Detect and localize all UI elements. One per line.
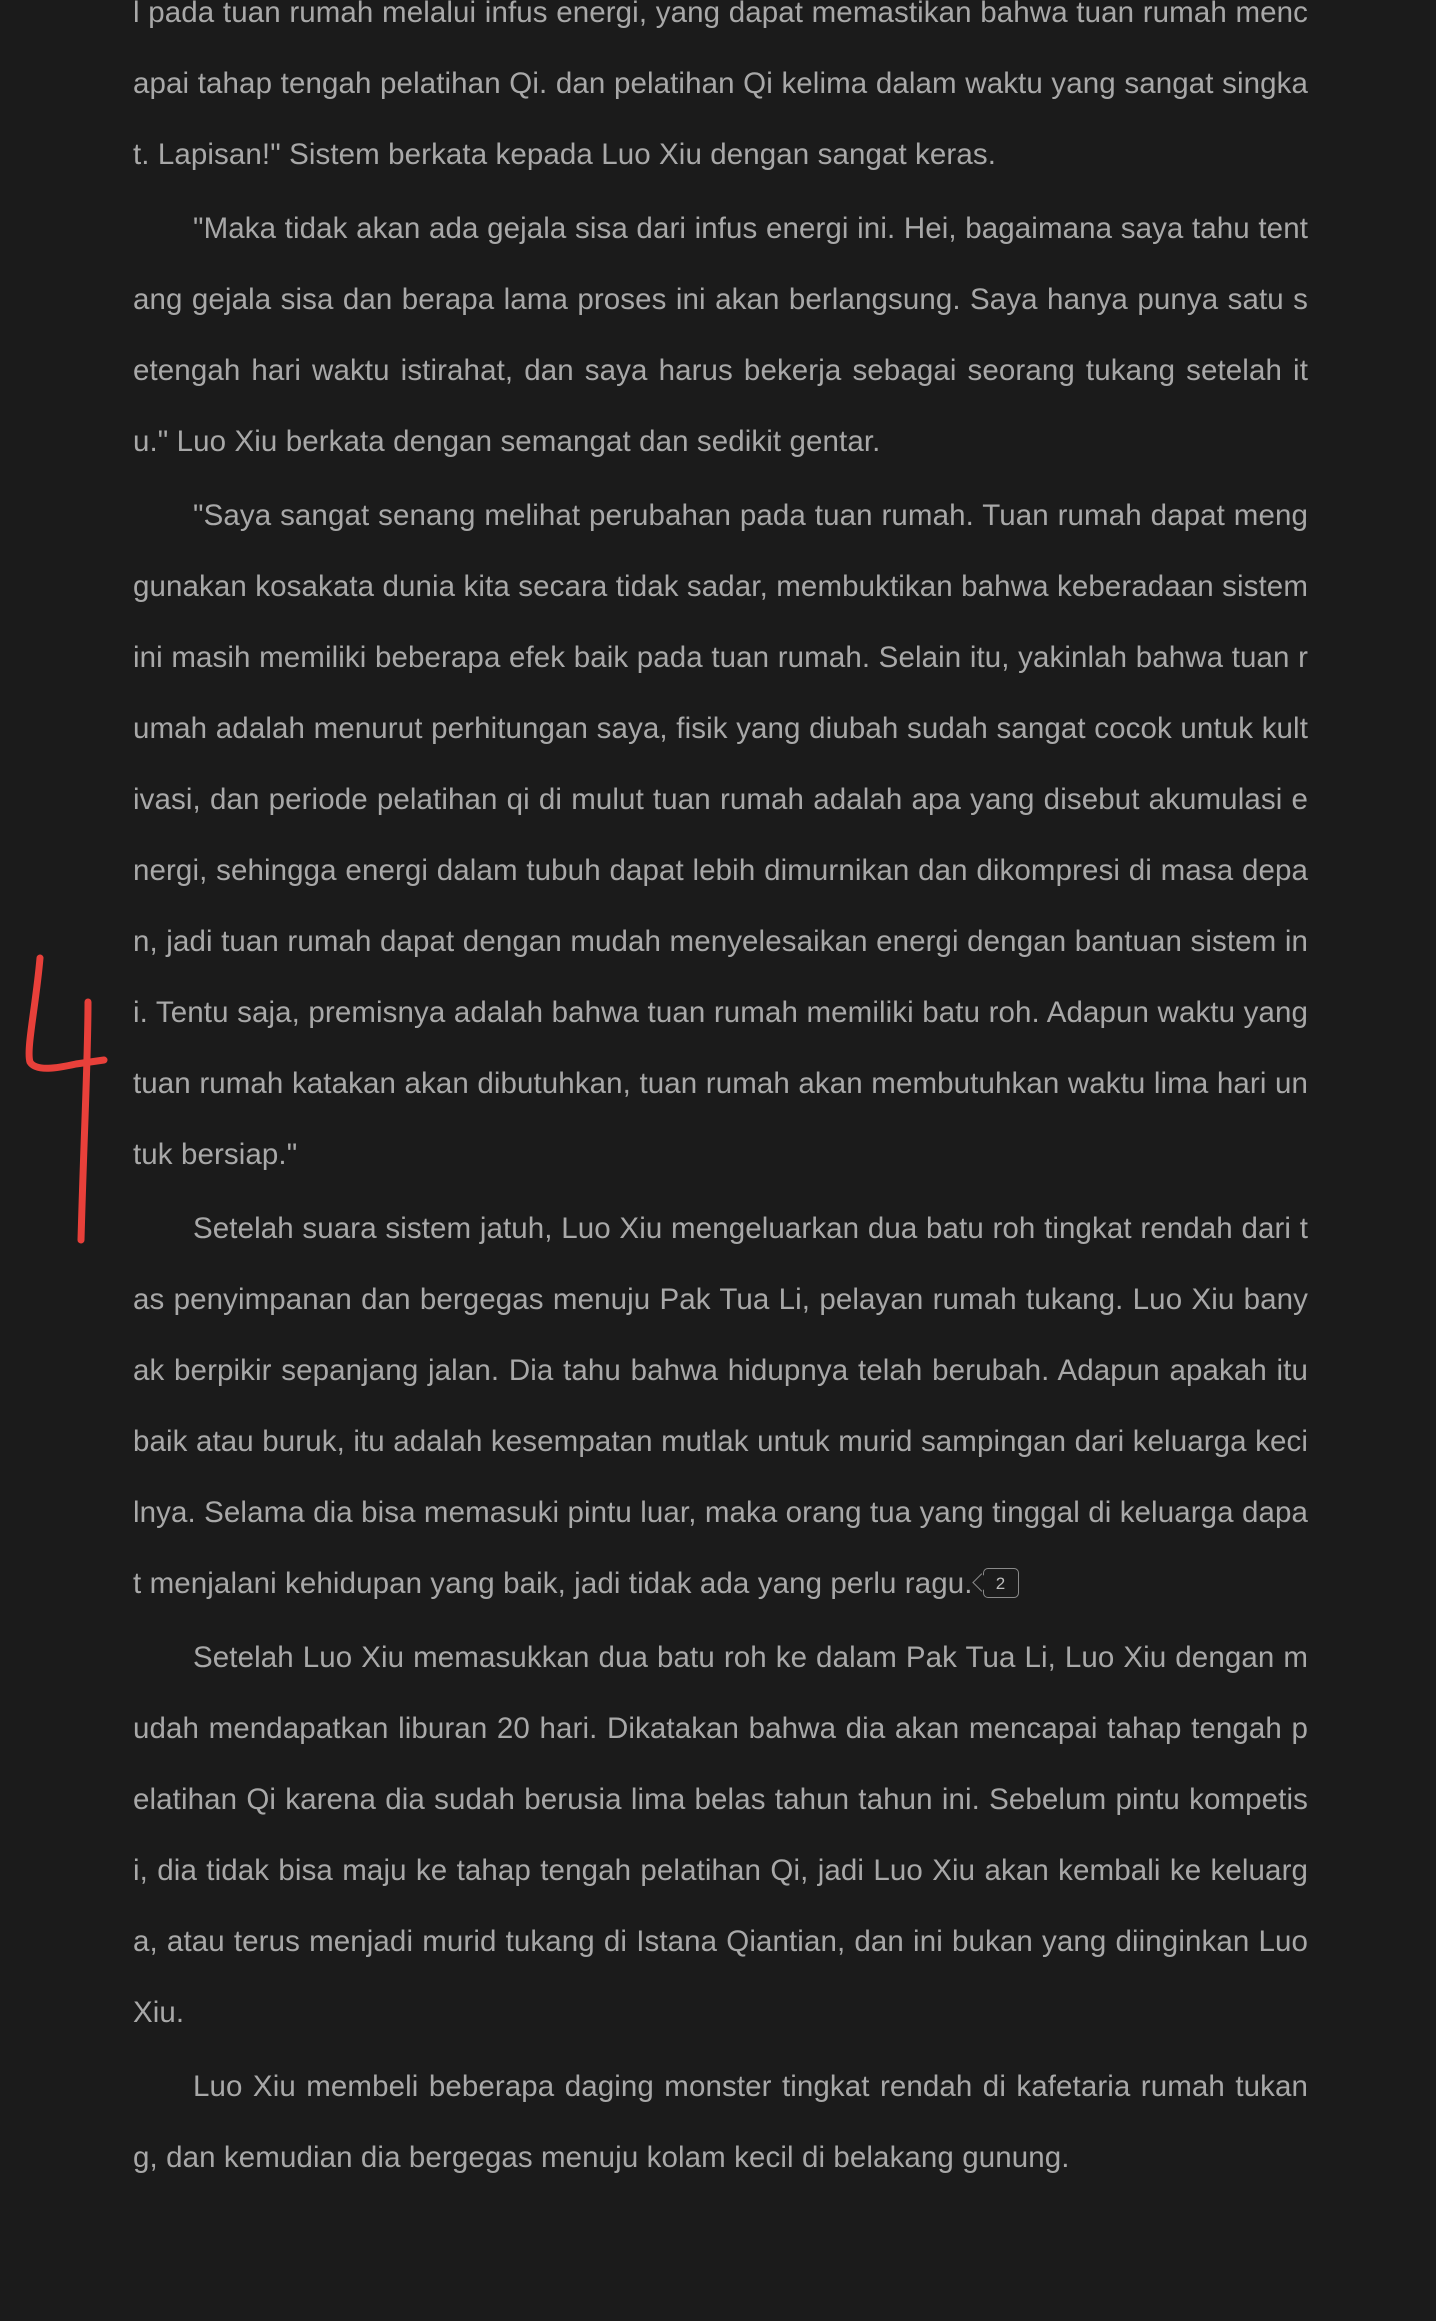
reader-page — [133, 0, 1308, 2196]
paragraph — [133, 2051, 1308, 2193]
handwritten-number-four-mark — [18, 950, 118, 1250]
paragraph-text: "Saya sangat senang melihat perubahan pada tuan rumah. Tuan rumah dapat menggunakan kosakata dunia kita secara tidak sadar, membuktikan bahwa keberadaan sistem ini masih memiliki beberapa efek baik pada tuan rumah. Selain itu, yakinlah bahwa tuan rumah adalah menurut perhitungan saya, fisik yang diubah sudah sangat cocok untuk kultivasi, dan periode pelatihan qi di mulut tuan rumah adalah apa yang disebut akumulasi energi, sehingga energi dalam tubuh dapat lebih dimurnikan dan dikompresi di masa depan, jadi tuan rumah dapat dengan mudah menyelesaikan energi dengan bantuan sistem ini. Tentu saja, premisnya adalah bahwa tuan rumah memiliki batu roh. Adapun waktu yang tuan rumah katakan akan dibutuhkan, tuan rumah akan membutuhkan waktu lima hari untuk bersiap." — [133, 499, 1308, 1171]
paragraph — [133, 0, 1308, 190]
paragraph — [133, 193, 1308, 477]
handwritten-stroke — [29, 958, 104, 1068]
comment-count: 2 — [995, 1573, 1006, 1593]
paragraph — [133, 480, 1308, 1190]
paragraph-text: Setelah suara sistem jatuh, Luo Xiu mengeluarkan dua batu roh tingkat rendah dari tas penyimpanan dan bergegas menuju Pak Tua Li, pelayan rumah tukang. Luo Xiu banyak berpikir sepanjang jalan. Dia tahu bahwa hidupnya telah berubah. Adapun apakah itu baik atau buruk, itu adalah kesempatan mutlak untuk murid sampingan dari keluarga kecilnya. Selama dia bisa memasuki pintu luar, maka orang tua yang tinggal di keluarga dapat menjalani kehidupan yang baik, jadi tidak ada yang perlu ragu. — [133, 1212, 1308, 1600]
paragraph-comment-badge[interactable] — [983, 1568, 1019, 1598]
paragraph — [133, 1622, 1308, 2048]
paragraph-text: Setelah Luo Xiu memasukkan dua batu roh ke dalam Pak Tua Li, Luo Xiu dengan mudah mendapatkan liburan 20 hari. Dikatakan bahwa dia akan mencapai tahap tengah pelatihan Qi karena dia sudah berusia lima belas tahun tahun ini. Sebelum pintu kompetisi, dia tidak bisa maju ke tahap tengah pelatihan Qi, jadi Luo Xiu akan kembali ke keluarga, atau terus menjadi murid tukang di Istana Qiantian, dan ini bukan yang diinginkan Luo Xiu. — [133, 1641, 1308, 2029]
handwritten-stroke — [81, 1002, 88, 1240]
paragraph-text: "Maka tidak akan ada gejala sisa dari infus energi ini. Hei, bagaimana saya tahu tentang gejala sisa dan berapa lama proses ini akan berlangsung. Saya hanya punya satu setengah hari waktu istirahat, dan saya harus bekerja sebagai seorang tukang setelah itu." Luo Xiu berkata dengan semangat dan sedikit gentar. — [133, 212, 1308, 458]
paragraph — [133, 1193, 1308, 1619]
paragraph-text: Luo Xiu membeli beberapa daging monster tingkat rendah di kafetaria rumah tukang, dan kemudian dia bergegas menuju kolam kecil di belakang gunung. — [133, 2070, 1308, 2174]
paragraph-text: l pada tuan rumah melalui infus energi, yang dapat memastikan bahwa tuan rumah mencapai tahap tengah pelatihan Qi. dan pelatihan Qi kelima dalam waktu yang sangat singkat. Lapisan!" Sistem berkata kepada Luo Xiu dengan sangat keras. — [133, 0, 1308, 171]
